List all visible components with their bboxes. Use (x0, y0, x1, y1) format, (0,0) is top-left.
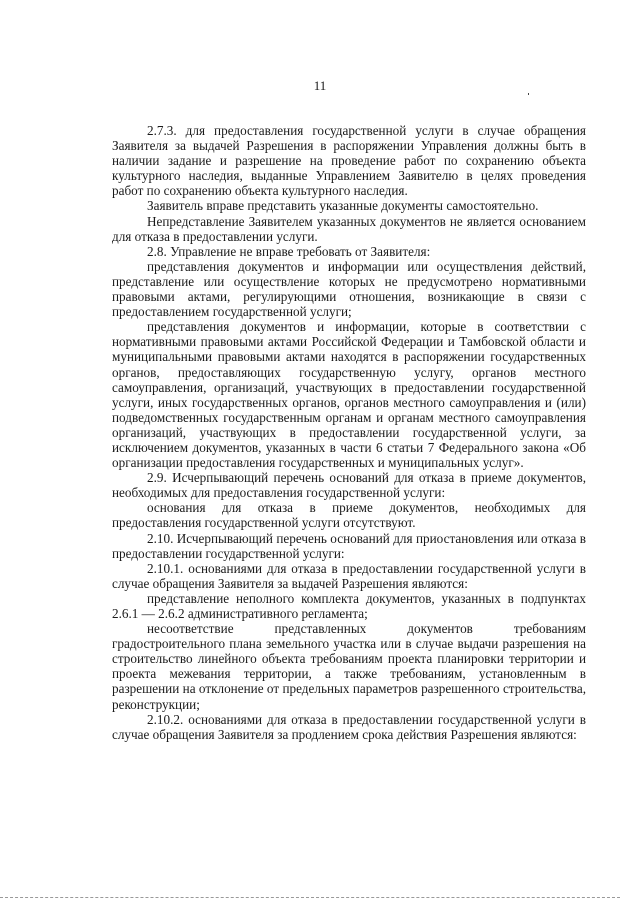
paragraph-2-10-1: 2.10.1. основаниями для отказа в предоставлении государственной услуги в случае обращения Заявителя за выдачей Разрешения являются: (112, 560, 586, 591)
paragraph-2-9-body: основания для отказа в приеме документов, необходимых для предоставления государственной услуги отсутствуют. (112, 500, 586, 531)
paragraph-2-10: 2.10. Исчерпывающий перечень оснований для приостановления или отказа в предоставлении государственной услуги: (112, 530, 586, 561)
paragraph-2-8: 2.8. Управление не вправе требовать от Заявителя: (147, 243, 431, 259)
bottom-scan-rule (0, 897, 620, 898)
paragraph-non-submission: Непредставление Заявителем указанных документов не является основанием для отказа в предоставлении услуги. (112, 213, 586, 244)
paragraph-2-7-3: 2.7.3. для предоставления государственной услуги в случае обращения Заявителя за выдачей Разрешения в распоряжении Управления должны быть в наличии задание и разрешение на проведение работ по сохранению объекта культурного наследия, выданные Управлением Заявителю в целях проведения работ по сохранению объекта культурного наследия. (112, 123, 586, 199)
document-body (112, 123, 586, 742)
paragraph-2-10-1-item-2: несоответствие представленных документов требованиям градостроительного плана земельного участка или в случае выдачи разрешения на строительство линейного объекта требованиям проекта планировки территории и проекта межевания территории, а также требованиям, установленным в разрешении на отклонение от предельных параметров разрешенного строительства, реконструкции; (112, 621, 586, 712)
paragraph-2-10-1-item-1: представление неполного комплекта документов, указанных в подпунктах 2.6.1 — 2.6.2 административного регламента; (112, 590, 586, 621)
paragraph-2-10-2: 2.10.2. основаниями для отказа в предоставлении государственной услуги в случае обращения Заявителя за продлением срока действия Разрешения являются: (112, 711, 586, 742)
paragraph-2-8-item-2: представления документов и информации, которые в соответствии с нормативными правовыми актами Российской Федерации и Тамбовской области и муниципальными правовыми актами находятся в распоряжении государственных органов, предоставляющих государственную услугу, органов местного самоуправления, организаций, участвующих в предоставлении государственной услуги, иных государственных органов, органов местного самоуправления и (или) подведомственных государственным органам и органам местного самоуправления организаций, участвующих в предоставлении государственной услуги, за исключением документов, указанных в части 6 статьи 7 Федерального закона «Об организации предоставления государственных и муниципальных услуг». (112, 319, 586, 471)
paragraph-self-submit: Заявитель вправе представить указанные документы самостоятельно. (147, 198, 539, 214)
scan-speck (528, 93, 529, 95)
page-number: 11 (313, 78, 327, 93)
paragraph-2-8-item-1: представления документов и информации или осуществления действий, представление или осуществление которых не предусмотрено нормативными правовыми актами, регулирующими отношения, возникающие в связи с предоставлением государственной услуги; (112, 258, 586, 320)
paragraph-2-9: 2.9. Исчерпывающий перечень оснований для отказа в приеме документов, необходимых для предоставления государственной услуги: (112, 470, 586, 501)
